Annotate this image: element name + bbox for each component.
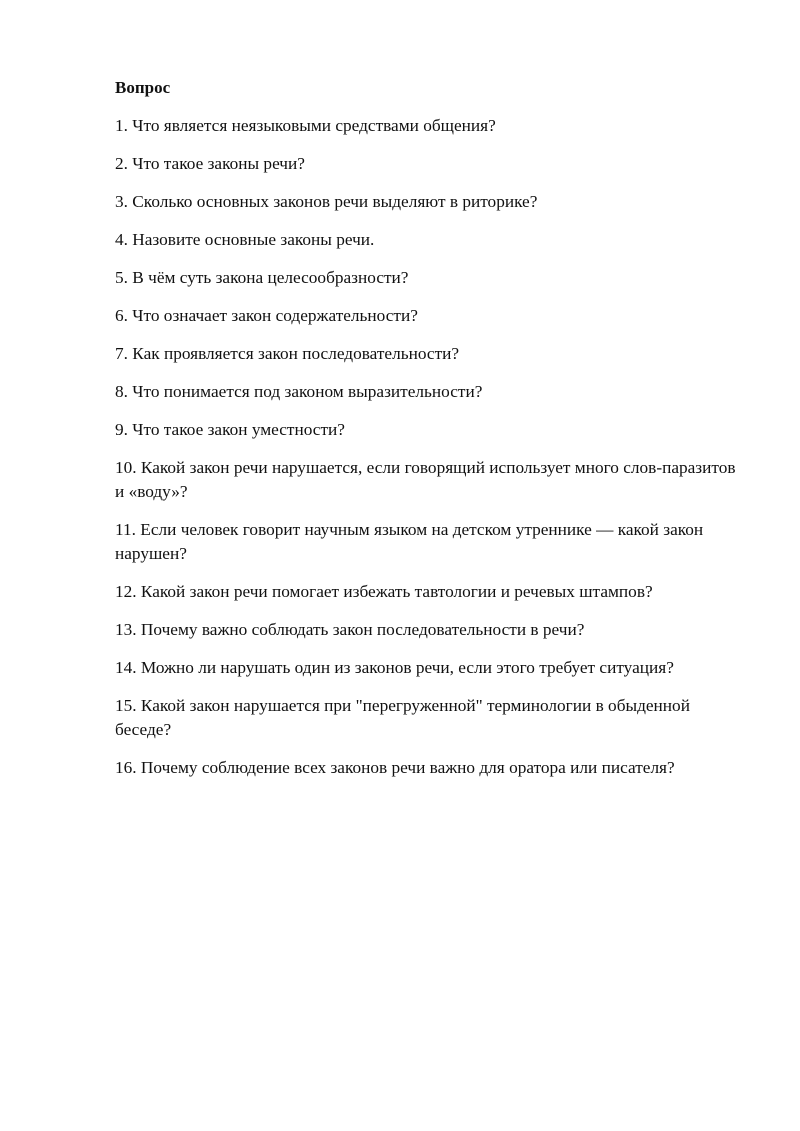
- question-item: 3. Сколько основных законов речи выделяют в риторике?: [115, 192, 538, 211]
- question-item: 8. Что понимается под законом выразительности?: [115, 382, 483, 401]
- question-item: 7. Как проявляется закон последовательности?: [115, 344, 460, 363]
- question-list: [115, 114, 740, 780]
- question-item: 14. Можно ли нарушать один из законов речи, если этого требует ситуация?: [115, 658, 674, 677]
- question-item: 2. Что такое законы речи?: [115, 154, 305, 173]
- question-item: 12. Какой закон речи помогает избежать тавтологии и речевых штампов?: [115, 582, 653, 601]
- question-item: 10. Какой закон речи нарушается, если говорящий использует много слов-паразитов и «воду»?: [115, 458, 736, 501]
- question-item: 5. В чём суть закона целесообразности?: [115, 268, 409, 287]
- document-heading: Вопрос: [115, 78, 171, 97]
- question-item: 6. Что означает закон содержательности?: [115, 306, 418, 325]
- question-item: 16. Почему соблюдение всех законов речи важно для оратора или писателя?: [115, 758, 675, 777]
- document-content: [115, 76, 740, 794]
- question-item: 15. Какой закон нарушается при "перегруженной" терминологии в обыденной беседе?: [115, 696, 690, 739]
- question-item: 11. Если человек говорит научным языком на детском утреннике — какой закон нарушен?: [115, 520, 704, 563]
- question-item: 13. Почему важно соблюдать закон последовательности в речи?: [115, 620, 585, 639]
- question-item: 1. Что является неязыковыми средствами общения?: [115, 116, 496, 135]
- question-item: 9. Что такое закон уместности?: [115, 420, 345, 439]
- question-item: 4. Назовите основные законы речи.: [115, 230, 375, 249]
